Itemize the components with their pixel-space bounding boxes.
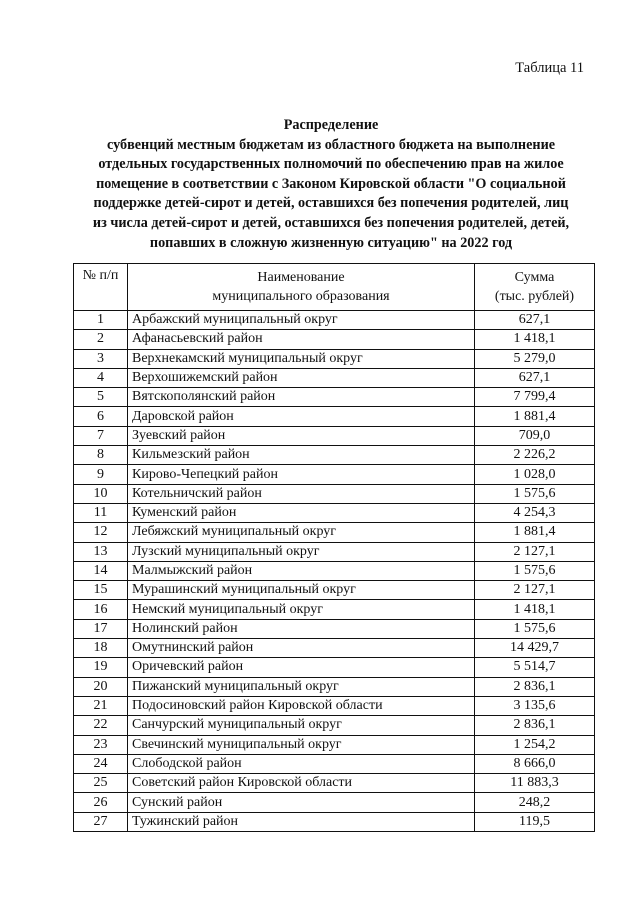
row-municipality: Подосиновский район Кировской области (128, 696, 475, 715)
heading-line: Распределение (283, 117, 379, 133)
row-amount: 1 254,2 (475, 735, 595, 754)
row-municipality: Верхошижемский район (128, 368, 475, 387)
row-amount: 1 418,1 (475, 600, 595, 619)
row-number: 25 (74, 774, 128, 793)
heading-line: попавших в сложную жизненную ситуацию" на 2022 год (149, 234, 513, 251)
table-row (74, 696, 595, 715)
row-number: 9 (74, 465, 128, 484)
row-amount: 3 135,6 (475, 696, 595, 715)
row-amount: 248,2 (475, 793, 595, 812)
row-number: 17 (74, 619, 128, 638)
table-row (74, 561, 595, 580)
row-municipality: Оричевский район (128, 658, 475, 677)
heading-line: субвенций местным бюджетам из областного бюджета на выполнение (106, 136, 556, 153)
row-amount: 1 881,4 (475, 407, 595, 426)
table-row (74, 793, 595, 812)
table-row (74, 523, 595, 542)
row-number: 16 (74, 600, 128, 619)
row-amount: 4 254,3 (475, 503, 595, 522)
row-number: 22 (74, 716, 128, 735)
row-number: 26 (74, 793, 128, 812)
row-number: 27 (74, 812, 128, 831)
row-number: 1 (74, 311, 128, 330)
row-municipality: Афанасьевский район (128, 330, 475, 349)
header-sum (475, 264, 595, 311)
table-row (74, 349, 595, 368)
header-name-line2: муниципального образования (212, 289, 390, 304)
table-row (74, 542, 595, 561)
row-number: 24 (74, 754, 128, 773)
row-number: 19 (74, 658, 128, 677)
table-row (74, 619, 595, 638)
row-number: 12 (74, 523, 128, 542)
row-amount: 2 226,2 (475, 446, 595, 465)
table-row (74, 503, 595, 522)
row-amount: 2 836,1 (475, 716, 595, 735)
table-row (74, 754, 595, 773)
header-name-line1: Наименование (257, 270, 345, 285)
row-amount: 1 418,1 (475, 330, 595, 349)
row-amount: 119,5 (475, 812, 595, 831)
row-municipality: Вятскополянский район (128, 388, 475, 407)
row-amount: 627,1 (475, 368, 595, 387)
table-row (74, 330, 595, 349)
heading-line: помещение в соответствии с Законом Кировской области "О социальной (96, 175, 566, 192)
row-municipality: Санчурский муниципальный округ (128, 716, 475, 735)
row-amount: 8 666,0 (475, 754, 595, 773)
row-municipality: Арбажский муниципальный округ (128, 311, 475, 330)
row-number: 18 (74, 639, 128, 658)
row-amount: 627,1 (475, 311, 595, 330)
row-municipality: Сунский район (128, 793, 475, 812)
header-sum-line2: (тыс. рублей) (494, 289, 575, 304)
row-amount: 1 575,6 (475, 484, 595, 503)
row-number: 14 (74, 561, 128, 580)
document-heading (72, 116, 590, 253)
table-row (74, 735, 595, 754)
row-amount: 7 799,4 (475, 388, 595, 407)
table-row (74, 407, 595, 426)
row-number: 21 (74, 696, 128, 715)
table-row (74, 774, 595, 793)
row-amount: 11 883,3 (475, 774, 595, 793)
row-amount: 2 127,1 (475, 581, 595, 600)
row-municipality: Советский район Кировской области (128, 774, 475, 793)
table-number-label: Таблица 11 (515, 60, 584, 76)
row-amount: 1 028,0 (475, 465, 595, 484)
row-number: 7 (74, 426, 128, 445)
table-row (74, 600, 595, 619)
row-number: 4 (74, 368, 128, 387)
table-row (74, 812, 595, 831)
row-municipality: Свечинский муниципальный округ (128, 735, 475, 754)
row-amount: 2 836,1 (475, 677, 595, 696)
row-municipality: Даровской район (128, 407, 475, 426)
row-number: 20 (74, 677, 128, 696)
row-municipality: Немский муниципальный округ (128, 600, 475, 619)
table-row (74, 446, 595, 465)
row-number: 13 (74, 542, 128, 561)
heading-line: поддержке детей-сирот и детей, оставшихся без попечения родителей, лиц (93, 195, 569, 212)
row-municipality: Котельничский район (128, 484, 475, 503)
row-amount: 5 279,0 (475, 349, 595, 368)
row-municipality: Верхнекамский муниципальный округ (128, 349, 475, 368)
table-row (74, 716, 595, 735)
table-row (74, 465, 595, 484)
row-number: 5 (74, 388, 128, 407)
row-amount: 1 575,6 (475, 619, 595, 638)
header-name (128, 264, 475, 311)
row-municipality: Пижанский муниципальный округ (128, 677, 475, 696)
row-number: 23 (74, 735, 128, 754)
table-header-row (74, 264, 595, 311)
row-municipality: Слободской район (128, 754, 475, 773)
table-row (74, 368, 595, 387)
row-amount: 14 429,7 (475, 639, 595, 658)
table-row (74, 484, 595, 503)
row-municipality: Нолинский район (128, 619, 475, 638)
row-amount: 709,0 (475, 426, 595, 445)
row-municipality: Зуевский район (128, 426, 475, 445)
row-amount: 5 514,7 (475, 658, 595, 677)
row-number: 15 (74, 581, 128, 600)
row-municipality: Кильмезский район (128, 446, 475, 465)
table-row (74, 581, 595, 600)
heading-line: из числа детей-сирот и детей, оставшихся без попечения родителей, детей, (92, 214, 570, 231)
row-number: 10 (74, 484, 128, 503)
row-number: 3 (74, 349, 128, 368)
allocation-table (73, 263, 595, 832)
row-number: 6 (74, 407, 128, 426)
row-municipality: Куменский район (128, 503, 475, 522)
header-number: № п/п (74, 264, 128, 311)
row-municipality: Мурашинский муниципальный округ (128, 581, 475, 600)
row-number: 2 (74, 330, 128, 349)
table-row (74, 677, 595, 696)
row-amount: 2 127,1 (475, 542, 595, 561)
row-municipality: Тужинский район (128, 812, 475, 831)
row-municipality: Лебяжский муниципальный округ (128, 523, 475, 542)
row-municipality: Омутнинский район (128, 639, 475, 658)
table-row (74, 658, 595, 677)
row-number: 8 (74, 446, 128, 465)
header-sum-line1: Сумма (514, 270, 555, 285)
row-amount: 1 575,6 (475, 561, 595, 580)
table-row (74, 311, 595, 330)
table-body (74, 311, 595, 832)
row-number: 11 (74, 503, 128, 522)
row-amount: 1 881,4 (475, 523, 595, 542)
table-row (74, 388, 595, 407)
table-row (74, 639, 595, 658)
row-municipality: Кирово-Чепецкий район (128, 465, 475, 484)
heading-line: отдельных государственных полномочий по обеспечению прав на жилое (98, 156, 564, 173)
row-municipality: Малмыжский район (128, 561, 475, 580)
row-municipality: Лузский муниципальный округ (128, 542, 475, 561)
table-row (74, 426, 595, 445)
